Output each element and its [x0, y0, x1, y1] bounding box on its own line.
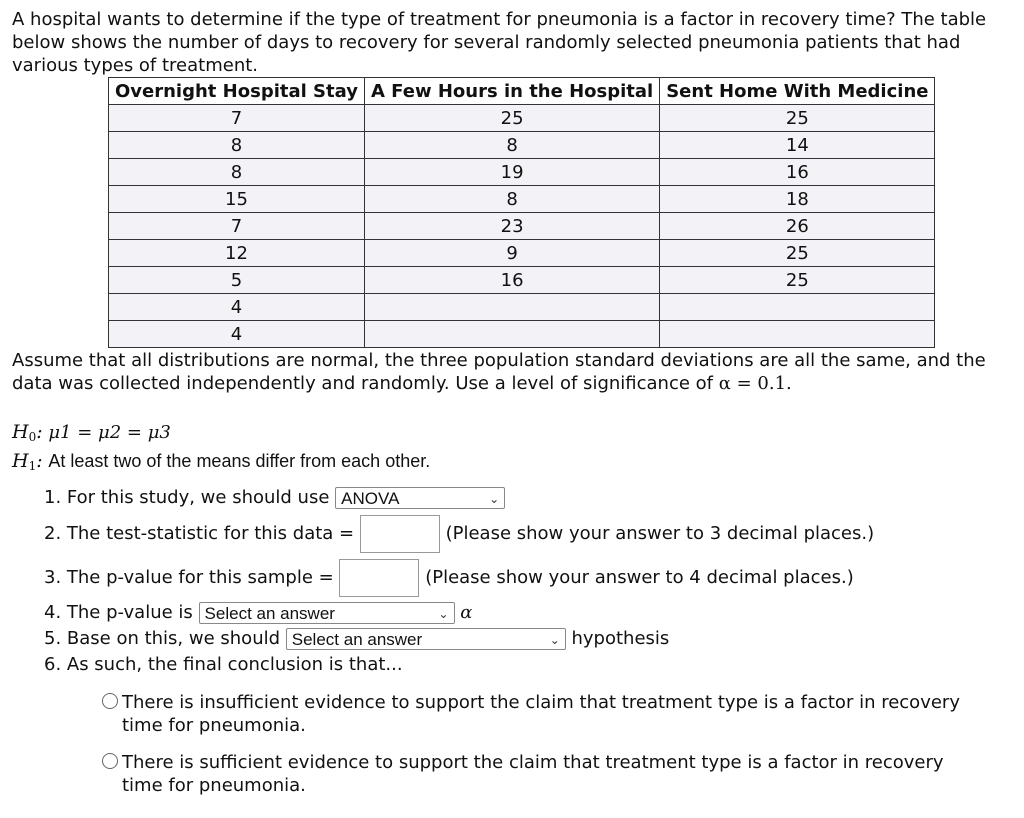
table-cell: 25: [660, 105, 935, 132]
q6-label: 6. As such, the final conclusion is that...: [44, 654, 403, 675]
table-cell: 16: [364, 267, 659, 294]
option-text: There is insufficient evidence to support the claim that treatment type is a factor in recovery time for pneumonia.: [122, 692, 960, 736]
decision-selected: Select an answer: [291, 630, 423, 649]
null-hypothesis: $H_0$: μ1 = μ2 = μ3: [12, 421, 171, 444]
q5-suffix: hypothesis: [571, 628, 670, 649]
question-3: [44, 559, 854, 597]
column-header-few-hours: A Few Hours in the Hospital: [364, 78, 659, 105]
table-cell: [364, 321, 659, 348]
q3-label: 3. The p-value for this sample =: [44, 567, 334, 588]
table-cell: 14: [660, 132, 935, 159]
chevron-down-icon: ⌄: [438, 607, 449, 621]
q3-hint: (Please show your answer to 4 decimal places.): [425, 567, 854, 588]
decision-select[interactable]: [286, 628, 566, 650]
table-cell: 9: [364, 240, 659, 267]
table-row: [109, 267, 935, 294]
assumptions-sentence: Assume that all distributions are normal, the three population standard deviations are all the same, and the data was collected independently and randomly. Use a level of significance of: [12, 350, 986, 394]
chevron-down-icon: ⌄: [549, 633, 560, 647]
table-cell: 18: [660, 186, 935, 213]
question-2: [44, 515, 874, 553]
table-row: [109, 321, 935, 348]
q2-hint: (Please show your answer to 3 decimal places.): [445, 523, 875, 544]
h1-text: At least two of the means differ from each other.: [48, 451, 431, 471]
table-cell: 4: [109, 294, 365, 321]
recovery-data-table: [108, 77, 935, 348]
radio-button[interactable]: [102, 693, 118, 709]
table-cell: [660, 321, 935, 348]
table-cell: 8: [109, 159, 365, 186]
p-value-comparison-select[interactable]: [199, 602, 455, 624]
alpha-expression: α = 0.1.: [718, 373, 792, 394]
assumptions-text: [12, 349, 1012, 395]
table-cell: 23: [364, 213, 659, 240]
table-cell: 25: [660, 240, 935, 267]
table-row: [109, 159, 935, 186]
conclusion-option-insufficient[interactable]: [102, 691, 982, 737]
h0-label: H: [12, 421, 29, 443]
column-header-overnight: Overnight Hospital Stay: [109, 78, 365, 105]
table-cell: 5: [109, 267, 365, 294]
table-cell: 7: [109, 213, 365, 240]
table-cell: 26: [660, 213, 935, 240]
radio-button[interactable]: [102, 753, 118, 769]
table-cell: 7: [109, 105, 365, 132]
alternative-hypothesis: $H_1$: At least two of the means differ from each other.: [12, 450, 431, 473]
table-cell: 8: [364, 186, 659, 213]
h1-subscript: 1: [28, 459, 37, 473]
table-cell: 4: [109, 321, 365, 348]
table-row: [109, 105, 935, 132]
table-cell: 19: [364, 159, 659, 186]
table-cell: 15: [109, 186, 365, 213]
table-cell: [660, 294, 935, 321]
h1-label: H: [12, 450, 29, 472]
p-value-input[interactable]: [339, 559, 419, 597]
table-cell: 25: [364, 105, 659, 132]
q4-label: 4. The p-value is: [44, 602, 193, 623]
table-cell: 8: [109, 132, 365, 159]
question-4: [44, 602, 472, 624]
question-5: [44, 628, 669, 650]
q2-label: 2. The test-statistic for this data =: [44, 523, 355, 544]
p-value-comparison-selected: Select an answer: [204, 604, 335, 623]
h0-expression: μ1 = μ2 = μ3: [48, 422, 171, 443]
test-type-selected: ANOVA: [341, 489, 400, 508]
table-row: [109, 186, 935, 213]
alpha-symbol: α: [460, 602, 473, 623]
question-1: [44, 487, 505, 509]
table-cell: 16: [660, 159, 935, 186]
h0-subscript: 0: [28, 430, 37, 444]
table-row: [109, 213, 935, 240]
table-row: [109, 132, 935, 159]
hypotheses: [12, 420, 430, 478]
table-row: [109, 240, 935, 267]
column-header-sent-home: Sent Home With Medicine: [660, 78, 935, 105]
conclusion-option-sufficient[interactable]: [102, 751, 982, 797]
table-cell: 8: [364, 132, 659, 159]
test-statistic-input[interactable]: [360, 515, 440, 553]
option-text: There is sufficient evidence to support the claim that treatment type is a factor in recovery time for pneumonia.: [122, 752, 944, 796]
table-cell: 12: [109, 240, 365, 267]
question-intro: A hospital wants to determine if the type of treatment for pneumonia is a factor in recovery time? The table below shows the number of days to recovery for several randomly selected pneumonia patients that had various types of treatment.: [12, 9, 987, 76]
table-cell: [364, 294, 659, 321]
chevron-down-icon: ⌄: [489, 492, 500, 506]
test-type-select[interactable]: [335, 487, 505, 509]
table-cell: 25: [660, 267, 935, 294]
table-row: [109, 294, 935, 321]
q1-label: 1. For this study, we should use: [44, 487, 330, 508]
q5-label: 5. Base on this, we should: [44, 628, 281, 649]
table-header-row: [109, 78, 935, 105]
question-6: [44, 654, 403, 675]
